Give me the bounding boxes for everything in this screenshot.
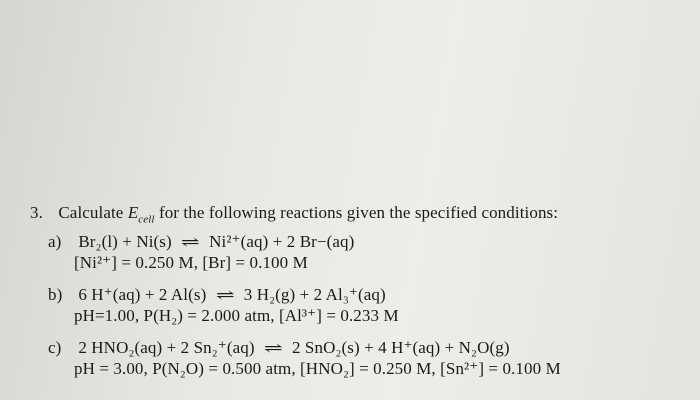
prompt-text-before: Calculate (58, 203, 124, 222)
equilibrium-arrow-icon: ⇌ (263, 341, 283, 357)
part-a-reactants: Br₂(l) + Ni(s) (78, 232, 172, 251)
question-prompt (30, 203, 559, 226)
part-b-reactants: 6 H⁺(aq) + 2 Al(s) (78, 285, 207, 304)
equilibrium-arrow-icon: ⇌ (215, 288, 235, 304)
part-b-letter: b) (48, 285, 63, 304)
part-b-products: 3 H₂(g) + 2 Al₃⁺(aq) (243, 285, 386, 304)
prompt-text-after: for the following reactions given the specified conditions: (158, 203, 559, 222)
equilibrium-arrow-icon: ⇌ (180, 235, 200, 251)
part-c-conditions: pH = 3.00, P(N₂O) = 0.500 atm, [HNO₂] = 0.250 M, [Sn²⁺] = 0.100 M (74, 359, 561, 378)
part-b-reaction (48, 285, 386, 306)
part-a-products: Ni²⁺(aq) + 2 Br−(aq) (209, 232, 355, 251)
part-a-reaction (48, 232, 354, 253)
part-a-letter: a) (48, 232, 62, 251)
part-c-letter: c) (48, 338, 62, 357)
question-number: 3. (30, 203, 43, 222)
e-cell-symbol: $E_{cell}$ (127, 203, 155, 226)
part-c-reactants: 2 HNO₂(aq) + 2 Sn₂⁺(aq) (78, 338, 255, 357)
part-a-conditions: [Ni²⁺] = 0.250 M, [Br] = 0.100 M (74, 253, 308, 272)
part-b-conditions: pH=1.00, P(H₂) = 2.000 atm, [Al³⁺] = 0.233 M (74, 306, 399, 325)
part-c-reaction (48, 338, 510, 359)
part-c-products: 2 SnO₂(s) + 4 H⁺(aq) + N₂O(g) (291, 338, 510, 357)
